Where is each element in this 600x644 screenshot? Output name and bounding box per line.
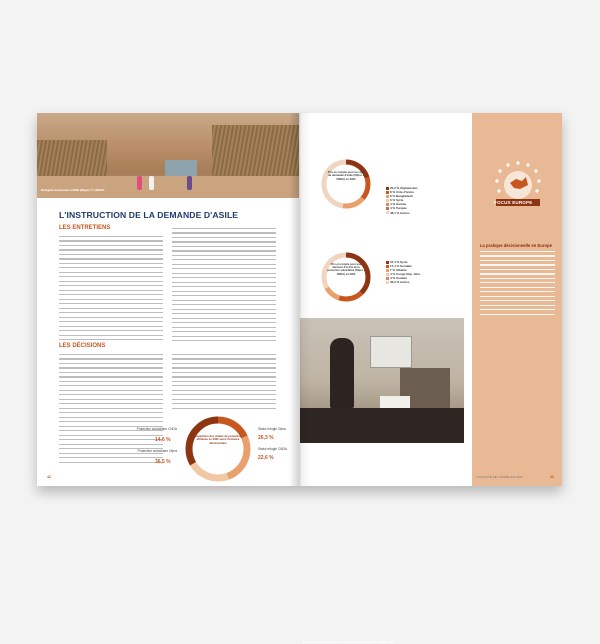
legend-item: 7 % Albanie [386, 268, 421, 272]
legend-item: 6 % Syrie [386, 198, 417, 202]
legend-item: 4 % Congo Rep. dém. [386, 272, 421, 276]
legend-item: 48,1 % Autres [386, 211, 417, 215]
legend-item: 6 % Bangladesh [386, 194, 417, 198]
section-heading-interviews: LES ENTRETIENS [59, 225, 111, 231]
subsidiary-protection-donut [320, 251, 372, 303]
protection-status-donut [182, 413, 254, 485]
section-heading-decisions: LES DÉCISIONS [59, 343, 106, 349]
body-text-column [59, 236, 163, 346]
donut-center-label: Répartition des statuts de protection attribués en 2022 selon l'instance décisionnaire [194, 435, 242, 445]
stat-label: Protection subsidiaire CNDA [136, 427, 177, 431]
donut-legend [386, 260, 421, 285]
focus-body-text [480, 251, 555, 321]
page-footer: L'ACTIVITÉ DE L'OFPRA EN 2022 [476, 475, 523, 479]
page-number: 43 [550, 475, 554, 479]
legend-item: 20,2 % Afghanistan [386, 186, 417, 190]
focus-heading: La pratique décisionnelle en Europe [480, 243, 552, 248]
legend-item: 4 % Soudan [386, 276, 421, 280]
donut-legend [386, 186, 417, 215]
stat-value: 22,6 % [258, 455, 274, 461]
legend-item: 4 % Turquie [386, 206, 417, 210]
right-page [300, 113, 562, 644]
legend-item: 8 % Côte d'Ivoire [386, 190, 417, 194]
classroom-photo [300, 318, 464, 644]
stat-label: Statut réfugié CNDA [258, 447, 287, 451]
left-page [37, 113, 299, 486]
focus-europe-sidebar [472, 113, 562, 486]
body-text-column [172, 228, 276, 346]
stat-label: Statut réfugié Ofpra [258, 427, 286, 431]
legend-item: 37,4 % Syrie [386, 260, 421, 264]
refugee-camp-photo [37, 113, 299, 198]
stat-value: 26,3 % [258, 435, 274, 441]
stat-label: Protection subsidiaire Ofpra [137, 449, 177, 453]
page-title: L'INSTRUCTION DE LA DEMANDE D'ASILE [59, 210, 239, 220]
donut-label: Pris en compte pour un rejet de demande d'asile (Ofpra + CNDA) en 2022 [327, 171, 365, 181]
body-text-column [172, 354, 276, 414]
photo-caption: Réfugiés bénévoles à Diffa (Niger) © UNHCR [41, 188, 105, 192]
legend-item: 17,4 % Somalie [386, 264, 421, 268]
focus-title: FOCUS EUROPE [494, 200, 533, 205]
rejection-countries-donut [320, 158, 372, 210]
legend-item: 30,2 % Autres [386, 280, 421, 284]
stat-value: 36,5 % [155, 459, 171, 465]
photo-caption: Programme de formation à Faisalabad (Pakistan) © UNHCR 2022 [303, 640, 395, 644]
stat-value: 14,6 % [155, 437, 171, 443]
donut-label: Pris en compte pour une décision d'octroi de la protection subsidiaire (Ofpra + CNDA) en 2022 [327, 263, 365, 276]
legend-item: 4 % Guinée [386, 202, 417, 206]
page-gutter-shadow [289, 113, 311, 486]
brochure-spread [37, 113, 562, 644]
page-number: 42 [47, 475, 51, 479]
